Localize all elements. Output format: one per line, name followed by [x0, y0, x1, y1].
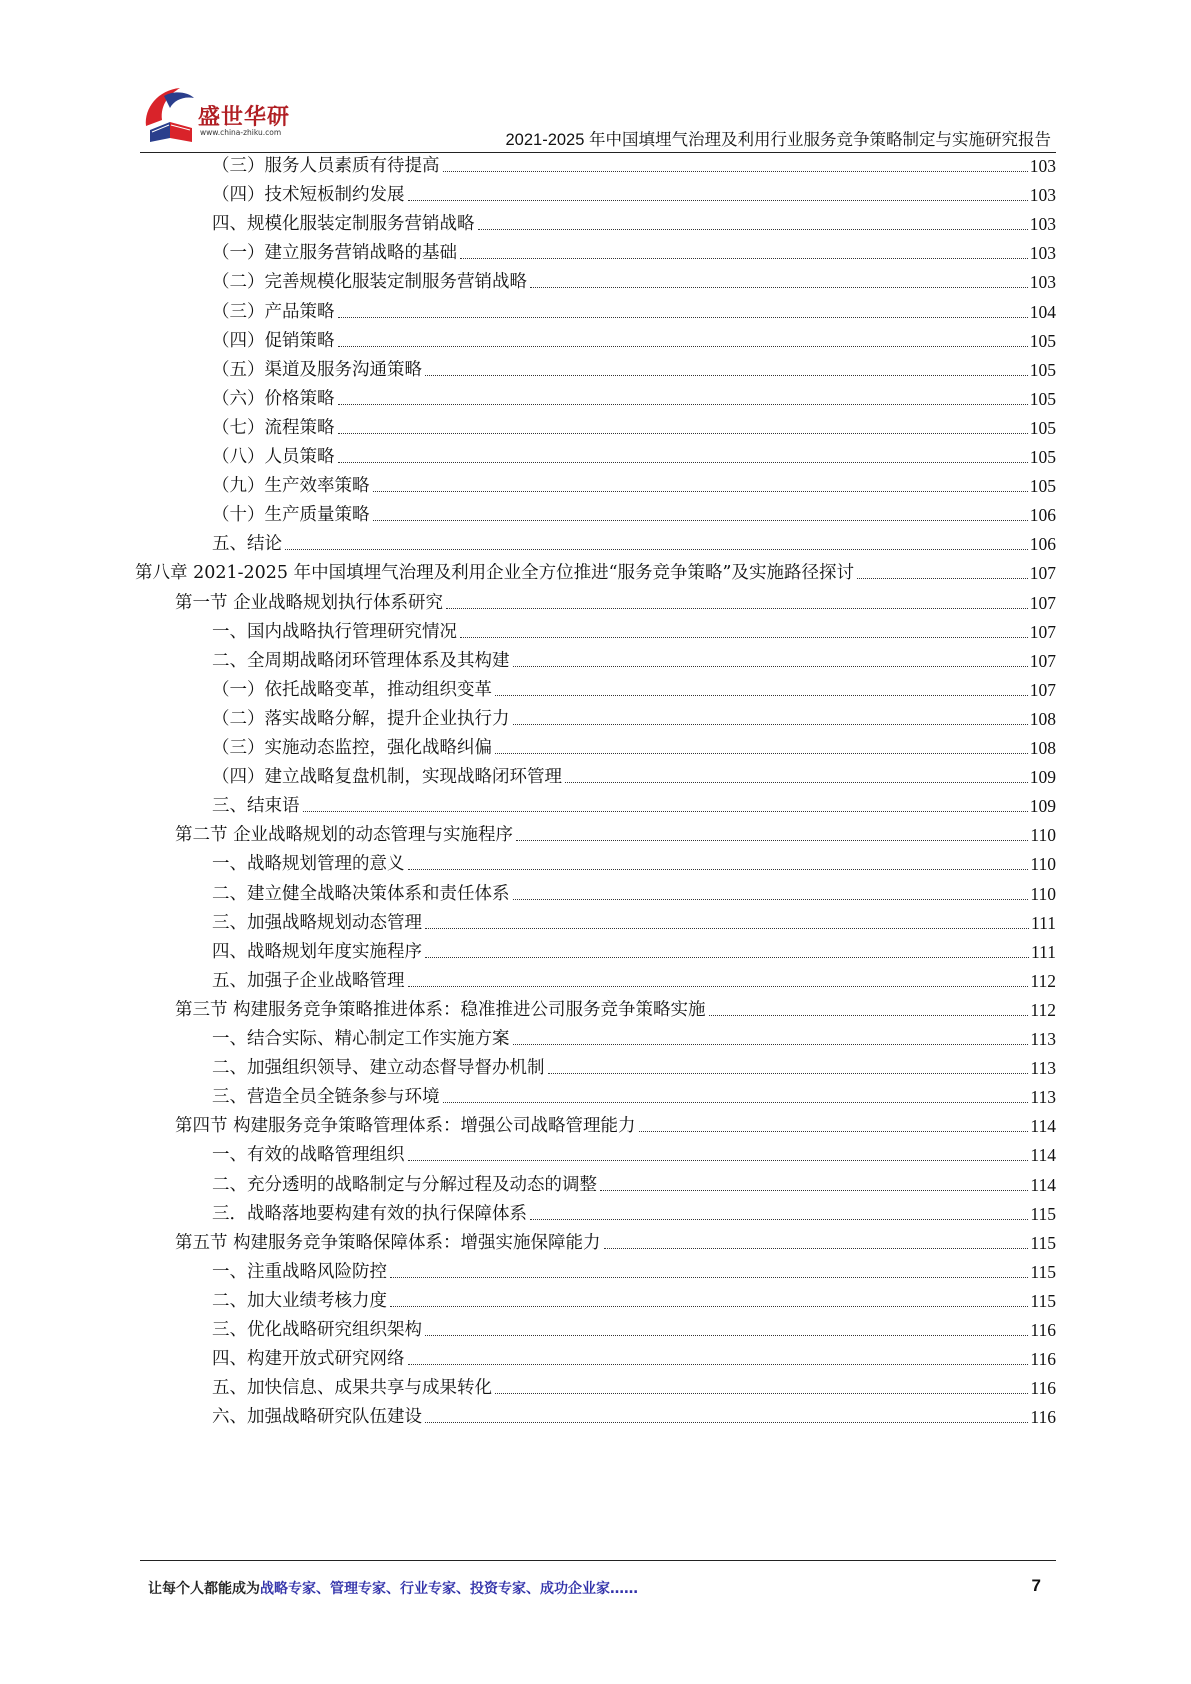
toc-entry-title: 四、规模化服装定制服务营销战略 — [212, 214, 475, 235]
toc-entry[interactable] — [212, 932, 1056, 963]
toc-entry-page: 116 — [1030, 1320, 1056, 1340]
toc-entry[interactable] — [175, 990, 1056, 1021]
toc-leader-dots — [460, 637, 1028, 638]
toc-entry[interactable] — [212, 1048, 1056, 1079]
toc-entry-page: 112 — [1030, 970, 1056, 991]
toc-entry-title: 二、加大业绩考核力度 — [212, 1290, 387, 1311]
toc-entry[interactable] — [212, 670, 1056, 701]
toc-leader-dots — [460, 258, 1028, 259]
toc-leader-dots — [390, 1306, 1028, 1307]
toc-leader-dots — [530, 1219, 1028, 1220]
logo-name: 盛世华研 — [198, 105, 291, 130]
toc-entry-page: 116 — [1030, 1407, 1056, 1428]
toc-entry[interactable] — [212, 1077, 1056, 1108]
toc-entry-title: 第三节 构建服务竞争策略推进体系：稳准推进公司服务竞争策略实施 — [175, 999, 706, 1020]
toc-entry[interactable] — [212, 728, 1056, 759]
toc-entry[interactable] — [212, 379, 1056, 410]
toc-leader-dots — [425, 957, 1029, 958]
toc-entry-title: （四）技术短板制约发展 — [212, 185, 405, 206]
toc-entry-title: 一、结合实际、精心制定工作实施方案 — [212, 1029, 510, 1049]
toc-entry[interactable] — [212, 175, 1056, 206]
toc-entry-title: （七）流程策略 — [212, 417, 335, 438]
toc-entry-page: 109 — [1029, 767, 1056, 788]
toc-entry-page: 114 — [1030, 1116, 1056, 1137]
toc-entry[interactable] — [212, 786, 1056, 817]
toc-leader-dots — [604, 1248, 1029, 1249]
toc-entry-title: （八）人员策略 — [212, 447, 335, 467]
toc-entry[interactable] — [212, 1397, 1056, 1428]
toc-entry-title: （九）生产效率策略 — [212, 476, 370, 497]
toc-entry-page: 113 — [1030, 1029, 1056, 1049]
toc-entry-page: 105 — [1029, 359, 1056, 380]
toc-entry[interactable] — [212, 262, 1056, 293]
toc-entry[interactable] — [175, 583, 1056, 614]
toc-entry-page: 108 — [1029, 708, 1056, 729]
toc-entry-page: 107 — [1029, 563, 1056, 584]
toc-leader-dots — [516, 840, 1028, 841]
toc-leader-dots — [408, 1364, 1029, 1365]
toc-entry-title: 四、战略规划年度实施程序 — [212, 941, 422, 962]
logo-url: www.china-zhiku.com — [200, 128, 282, 137]
toc-entry[interactable] — [212, 874, 1056, 905]
page-header — [0, 0, 1191, 160]
toc-entry-page: 110 — [1030, 854, 1056, 875]
toc-entry[interactable] — [212, 204, 1056, 235]
toc-entry[interactable] — [212, 146, 1056, 177]
toc-entry[interactable] — [212, 903, 1056, 934]
toc-leader-dots — [857, 578, 1028, 579]
toc-entry[interactable] — [212, 437, 1056, 468]
toc-leader-dots — [303, 811, 1028, 812]
toc-entry[interactable] — [212, 1281, 1056, 1312]
toc-entry-page: 112 — [1030, 999, 1056, 1020]
toc-entry-page: 103 — [1029, 185, 1056, 206]
toc-entry[interactable] — [212, 844, 1056, 875]
toc-leader-dots — [373, 491, 1028, 492]
toc-leader-dots — [338, 404, 1028, 405]
toc-entry-page: 107 — [1029, 621, 1056, 642]
toc-entry-page: 111 — [1031, 912, 1056, 933]
toc-entry[interactable] — [212, 466, 1056, 497]
toc-entry-page: 108 — [1029, 738, 1056, 758]
toc-entry-page: 105 — [1029, 388, 1056, 409]
toc-entry[interactable] — [212, 321, 1056, 352]
toc-leader-dots — [443, 171, 1028, 172]
toc-leader-dots — [513, 666, 1028, 667]
toc-entry-title: 五、结论 — [212, 534, 282, 555]
toc-entry-page: 115 — [1030, 1261, 1056, 1282]
toc-leader-dots — [513, 1044, 1029, 1045]
toc-entry-title: 第八章 2021-2025 年中国填埋气治理及利用企业全方位推进“服务竞争策略”及实施路径探讨 — [135, 563, 855, 584]
toc-entry-title: 一、注重战略风险防控 — [212, 1261, 387, 1282]
toc-entry-title: 二、充分透明的战略制定与分解过程及动态的调整 — [212, 1174, 597, 1195]
toc-entry-page: 103 — [1029, 156, 1056, 176]
toc-entry-page: 107 — [1029, 679, 1056, 700]
toc-entry-title: （六）价格策略 — [212, 388, 335, 409]
footer-divider — [140, 1560, 1056, 1561]
toc-leader-dots — [548, 1073, 1029, 1074]
toc-leader-dots — [495, 695, 1028, 696]
toc-entry[interactable] — [212, 1194, 1056, 1225]
toc-leader-dots — [390, 1277, 1028, 1278]
toc-entry[interactable] — [212, 961, 1056, 992]
toc-entry[interactable] — [212, 1252, 1056, 1283]
toc-leader-dots — [338, 462, 1028, 463]
toc-entry-page: 106 — [1029, 534, 1056, 555]
toc-entry-title: （二）落实战略分解，提升企业执行力 — [212, 708, 510, 729]
toc-entry[interactable] — [212, 757, 1056, 788]
toc-entry[interactable] — [212, 495, 1056, 526]
toc-entry[interactable] — [212, 1165, 1056, 1196]
toc-entry-title: 二、全周期战略闭环管理体系及其构建 — [212, 650, 510, 671]
toc-entry-title: 第一节 企业战略规划执行体系研究 — [175, 592, 444, 613]
toc-entry-page: 107 — [1029, 592, 1056, 613]
book-swoosh-logo-icon — [140, 82, 202, 144]
toc-entry-title: （一）依托战略变革，推动组织变革 — [212, 679, 492, 700]
toc-leader-dots — [425, 928, 1029, 929]
toc-entry-title: 第五节 构建服务竞争策略保障体系：增强实施保障能力 — [175, 1232, 601, 1253]
toc-leader-dots — [709, 1015, 1029, 1016]
toc-entry[interactable] — [212, 1339, 1056, 1370]
toc-entry-title: 三、营造全员全链条参与环境 — [212, 1087, 440, 1108]
toc-entry-title: 三、结束语 — [212, 796, 300, 817]
toc-entry-title: 五、加强子企业战略管理 — [212, 970, 405, 991]
toc-entry-title: 一、有效的战略管理组织 — [212, 1145, 405, 1166]
toc-entry-page: 114 — [1030, 1174, 1056, 1195]
toc-entry-title: （三）服务人员素质有待提高 — [212, 156, 440, 176]
toc-entry[interactable] — [175, 815, 1056, 846]
toc-entry-page: 103 — [1029, 214, 1056, 235]
toc-entry[interactable] — [212, 699, 1056, 730]
toc-leader-dots — [338, 346, 1028, 347]
toc-entry-page: 109 — [1029, 796, 1056, 817]
toc-entry[interactable] — [175, 1223, 1056, 1254]
footer-slogan-highlight: 战略专家、管理专家、行业专家、投资专家、成功企业家…… — [260, 1581, 638, 1597]
toc-entry-page: 113 — [1030, 1087, 1056, 1108]
toc-leader-dots — [425, 1335, 1028, 1336]
toc-entry-page: 116 — [1030, 1378, 1056, 1399]
toc-entry-page: 104 — [1029, 301, 1056, 322]
toc-leader-dots — [495, 753, 1028, 754]
toc-leader-dots — [565, 782, 1028, 783]
toc-entry-page: 103 — [1029, 243, 1056, 264]
toc-entry[interactable] — [175, 1106, 1056, 1137]
toc-entry[interactable] — [212, 641, 1056, 672]
toc-leader-dots — [639, 1131, 1029, 1132]
toc-leader-dots — [478, 229, 1028, 230]
toc-entry[interactable] — [135, 553, 1056, 584]
toc-entry-page: 114 — [1030, 1145, 1056, 1166]
toc-entry[interactable] — [212, 524, 1056, 555]
toc-entry-title: 二、建立健全战略决策体系和责任体系 — [212, 883, 510, 904]
toc-leader-dots — [408, 869, 1029, 870]
toc-entry[interactable] — [212, 233, 1056, 264]
toc-leader-dots — [530, 287, 1028, 288]
toc-leader-dots — [285, 549, 1028, 550]
toc-leader-dots — [408, 200, 1028, 201]
toc-entry-title: （二）完善规模化服装定制服务营销战略 — [212, 272, 527, 293]
toc-entry-title: （三）实施动态监控，强化战略纠偏 — [212, 738, 492, 758]
toc-entry-title: 五、加快信息、成果共享与成果转化 — [212, 1378, 492, 1399]
toc-entry-title: 四、构建开放式研究网络 — [212, 1349, 405, 1370]
toc-entry-title: 六、加强战略研究队伍建设 — [212, 1407, 422, 1428]
toc-entry-title: 第二节 企业战略规划的动态管理与实施程序 — [175, 825, 514, 846]
toc-entry-page: 115 — [1030, 1290, 1056, 1311]
toc-entry-page: 113 — [1030, 1058, 1056, 1079]
toc-leader-dots — [373, 520, 1028, 521]
footer-slogan-prefix: 让每个人都能成为 — [148, 1581, 260, 1597]
toc-entry[interactable] — [212, 1368, 1056, 1399]
toc-entry-title: 三、优化战略研究组织架构 — [212, 1320, 422, 1340]
page-number: 7 — [1031, 1576, 1041, 1595]
toc-leader-dots — [600, 1190, 1028, 1191]
toc-entry-title: 二、加强组织领导、建立动态督导督办机制 — [212, 1058, 545, 1079]
toc-entry-title: （三）产品策略 — [212, 301, 335, 322]
toc-entry-title: （一）建立服务营销战略的基础 — [212, 243, 457, 264]
company-logo — [140, 82, 310, 152]
toc-entry-title: （五）渠道及服务沟通策略 — [212, 359, 422, 380]
toc-entry-page: 111 — [1031, 941, 1056, 962]
toc-entry-page: 103 — [1029, 272, 1056, 293]
toc-entry-title: 一、国内战略执行管理研究情况 — [212, 621, 457, 642]
toc-leader-dots — [408, 1160, 1029, 1161]
toc-entry-title: 一、战略规划管理的意义 — [212, 854, 405, 875]
toc-entry-page: 110 — [1030, 825, 1056, 846]
toc-entry[interactable] — [212, 292, 1056, 323]
toc-leader-dots — [513, 724, 1028, 725]
toc-leader-dots — [408, 986, 1029, 987]
toc-leader-dots — [443, 1102, 1029, 1103]
toc-entry-page: 105 — [1029, 476, 1056, 497]
toc-entry-page: 115 — [1030, 1232, 1056, 1253]
toc-leader-dots — [338, 317, 1028, 318]
toc-entry-page: 105 — [1029, 417, 1056, 438]
toc-leader-dots — [425, 1422, 1028, 1423]
toc-entry[interactable] — [212, 612, 1056, 643]
toc-entry[interactable] — [212, 1019, 1056, 1050]
toc-entry-page: 115 — [1030, 1203, 1056, 1224]
toc-leader-dots — [513, 899, 1029, 900]
toc-entry-page: 106 — [1029, 505, 1056, 526]
toc-entry-page: 107 — [1029, 650, 1056, 671]
toc-leader-dots — [446, 608, 1028, 609]
toc-entry-page: 105 — [1029, 330, 1056, 351]
toc-entry[interactable] — [212, 1135, 1056, 1166]
toc-entry-page: 116 — [1030, 1349, 1056, 1370]
report-title: 2021-2025 年中国填埋气治理及利用行业服务竞争策略制定与实施研究报告 — [505, 131, 1051, 149]
toc-leader-dots — [495, 1393, 1028, 1394]
toc-entry[interactable] — [212, 408, 1056, 439]
toc-entry-title: （四）建立战略复盘机制，实现战略闭环管理 — [212, 767, 562, 788]
toc-leader-dots — [338, 433, 1028, 434]
toc-entry-title: 第四节 构建服务竞争策略管理体系：增强公司战略管理能力 — [175, 1116, 636, 1137]
toc-leader-dots — [425, 375, 1028, 376]
toc-entry-title: （十）生产质量策略 — [212, 505, 370, 526]
toc-entry-title: （四）促销策略 — [212, 330, 335, 351]
toc-entry-page: 110 — [1030, 883, 1056, 904]
toc-entry-title: 三、加强战略规划动态管理 — [212, 912, 422, 933]
toc-entry[interactable] — [212, 350, 1056, 381]
footer-slogan — [148, 1578, 638, 1598]
toc-entry-page: 105 — [1029, 447, 1056, 467]
toc-entry-title: 三．战略落地要构建有效的执行保障体系 — [212, 1203, 527, 1224]
toc-entry[interactable] — [212, 1310, 1056, 1341]
